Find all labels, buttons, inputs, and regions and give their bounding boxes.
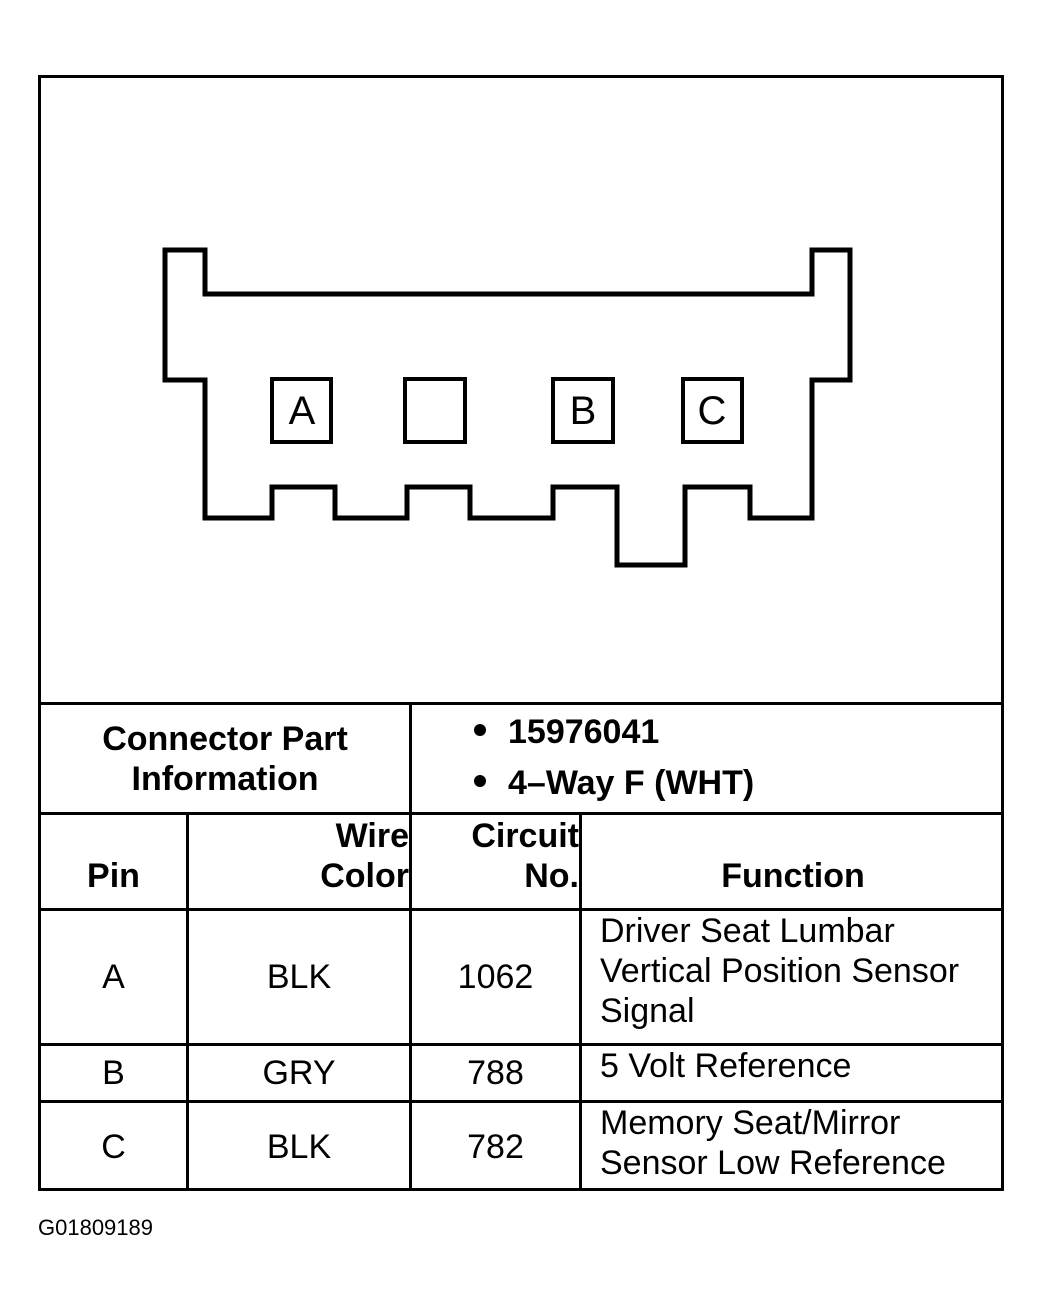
row-a-circuit: 1062: [457, 958, 534, 996]
cavity-c-label: C: [697, 389, 727, 433]
part-info-label-line1: Connector Part: [102, 719, 348, 758]
bullet-icon: [474, 724, 486, 736]
row-c-circuit: 782: [467, 1128, 524, 1166]
cavity-c: [683, 379, 742, 442]
cavity-a: [272, 379, 331, 442]
header-circuit-no: Circuit No.: [471, 817, 579, 895]
part-info-label-line2: Information: [131, 759, 319, 798]
cavity-a-label: A: [288, 389, 316, 433]
header-function: Function: [721, 857, 865, 895]
connector-outline: [165, 250, 850, 565]
row-b-pin: B: [102, 1054, 125, 1092]
row-c-color: BLK: [266, 1128, 332, 1166]
row-a-color: BLK: [266, 958, 332, 996]
row-b-circuit: 788: [467, 1054, 524, 1092]
row-c-pin: C: [101, 1128, 126, 1166]
row-a-function: Driver Seat Lumbar Vertical Position Sensor Signal: [600, 912, 960, 1030]
part-info-item: 15976041: [474, 713, 659, 752]
part-info-divider: [409, 702, 412, 815]
part-info-label: [41, 705, 409, 812]
row-b-function: 5 Volt Reference: [600, 1047, 852, 1085]
row-a-pin: A: [102, 958, 125, 996]
header-wire-color: Wire Color: [320, 817, 409, 895]
cavity-empty: [405, 379, 465, 442]
bullet-icon: [474, 775, 486, 787]
header-pin: Pin: [87, 857, 140, 895]
figure-id: G01809189: [38, 1215, 153, 1240]
cavity-b-label: B: [569, 389, 597, 433]
row-b-color: GRY: [262, 1054, 336, 1092]
cavity-b: [553, 379, 613, 442]
part-info-item: 4–Way F (WHT): [474, 764, 754, 803]
row-c-function: Memory Seat/Mirror Sensor Low Reference: [600, 1104, 946, 1182]
